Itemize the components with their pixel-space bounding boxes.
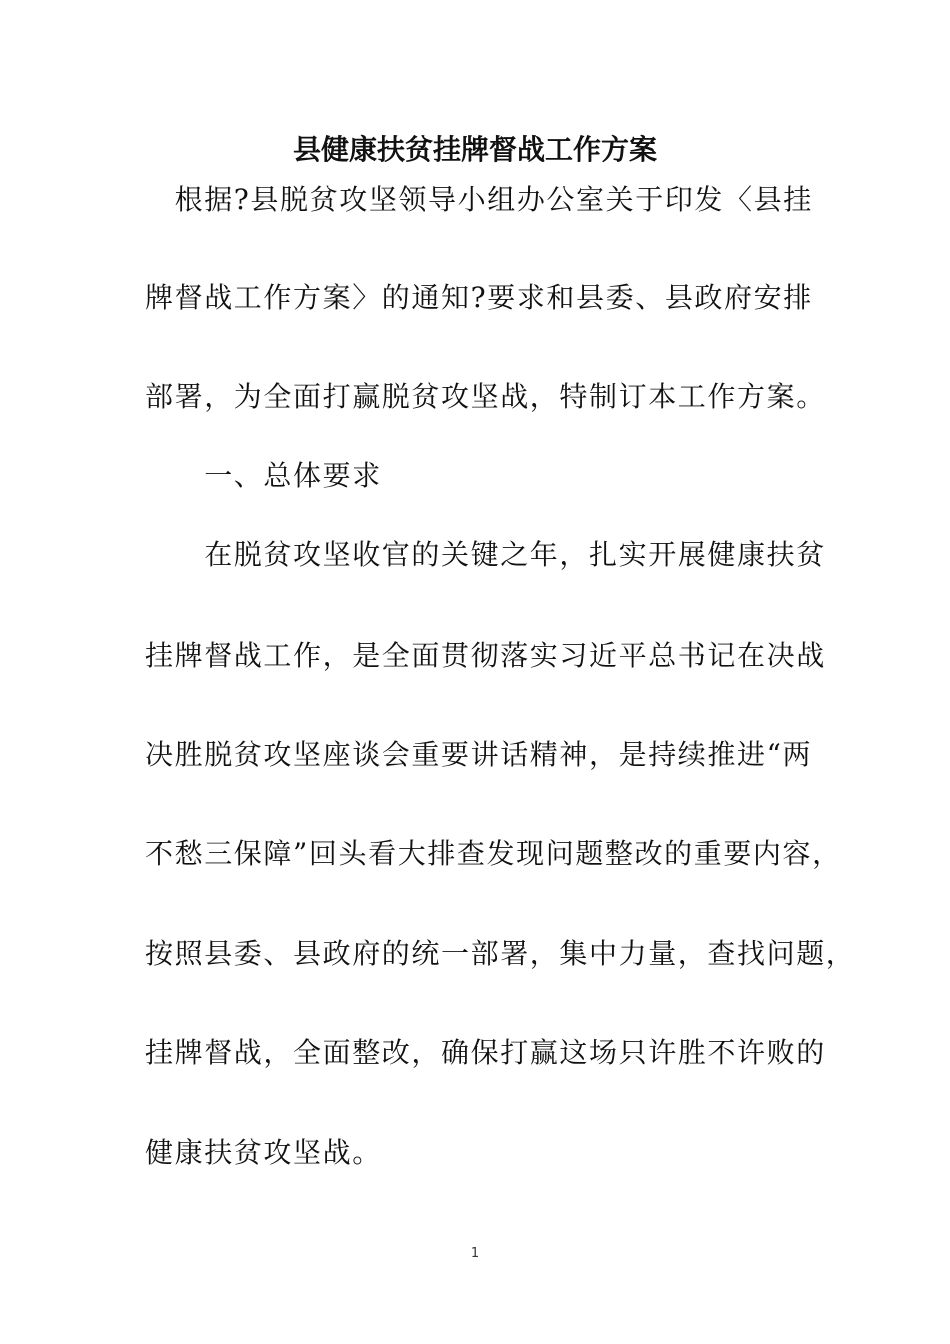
paragraph-line: 挂牌督战工作，是全面贯彻落实习近平总书记在决战 [145,639,826,672]
paragraph-line: 根据?县脱贫攻坚领导小组办公室关于印发〈县挂 [145,183,813,216]
paragraph-line: 在脱贫攻坚收官的关键之年，扎实开展健康扶贫 [145,538,826,571]
paragraph-line: 按照县委、县政府的统一部署，集中力量，查找问题， [145,937,856,970]
paragraph-line: 健康扶贫攻坚战。 [145,1136,382,1169]
page-number: 1 [470,1246,480,1261]
document-title: 县健康扶贫挂牌督战工作方案 [292,133,657,166]
section-heading: 一、总体要求 [145,459,382,492]
paragraph-line: 牌督战工作方案〉的通知?要求和县委、县政府安排 [145,281,813,314]
paragraph-line: 部署，为全面打赢脱贫攻坚战，特制订本工作方案。 [145,380,826,413]
paragraph-line: 挂牌督战，全面整改，确保打赢这场只许胜不许败的 [145,1036,826,1069]
paragraph-line: 不愁三保障”回头看大排查发现问题整改的重要内容， [145,837,842,870]
paragraph-line: 决胜脱贫攻坚座谈会重要讲话精神，是持续推进“两 [145,738,813,771]
